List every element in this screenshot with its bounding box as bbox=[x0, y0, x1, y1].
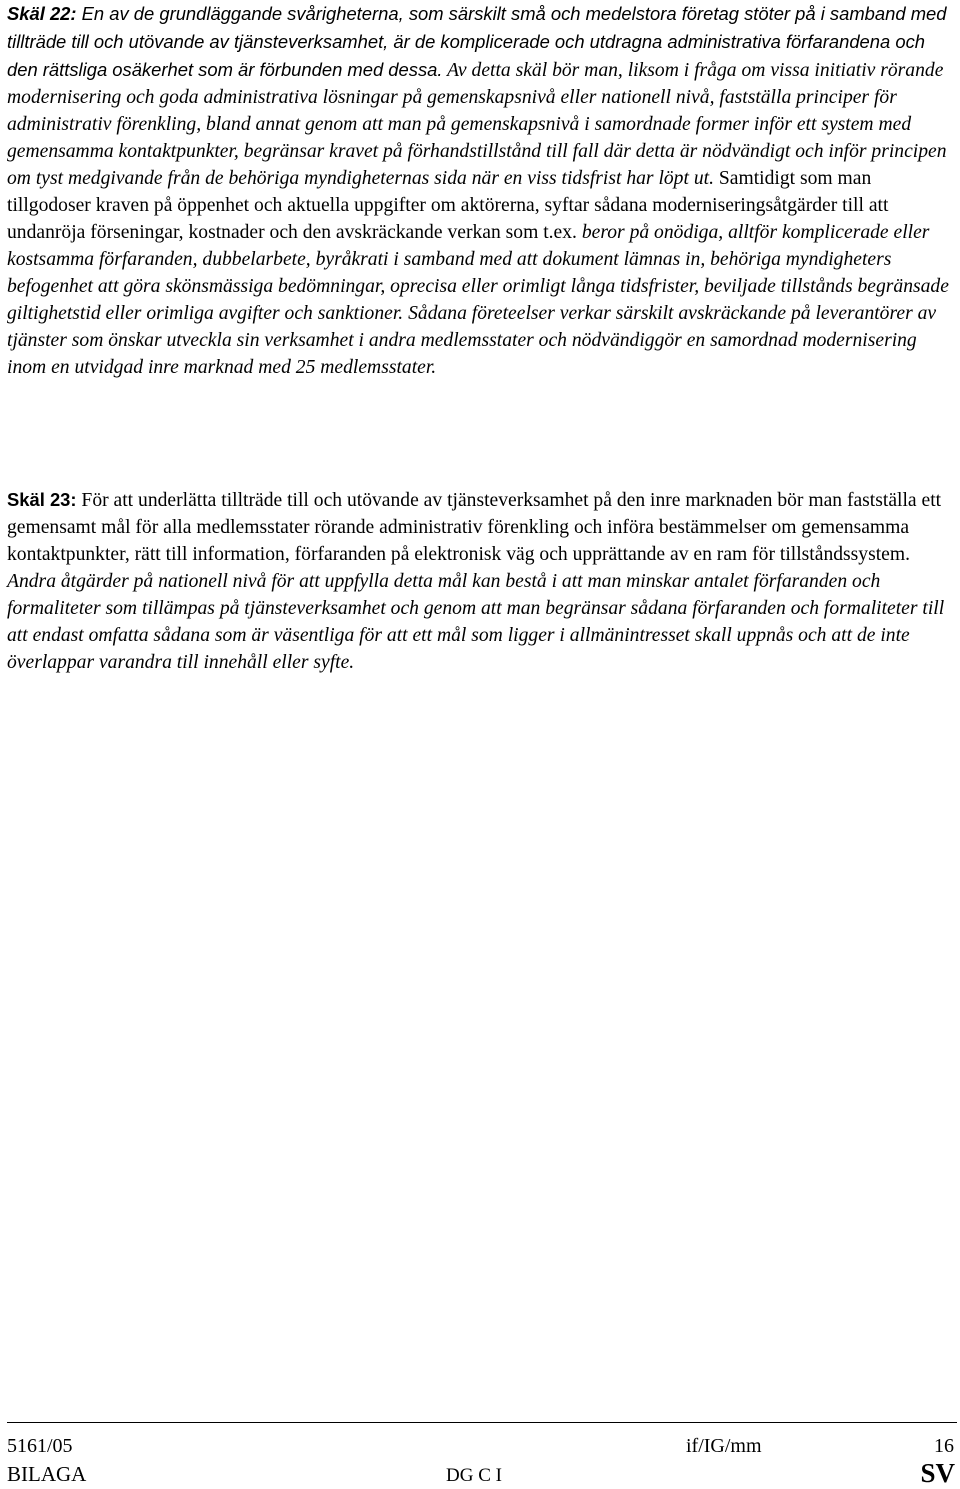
footer-divider bbox=[7, 1422, 957, 1423]
recital-23 bbox=[7, 486, 955, 676]
recital-23-label: Skäl 23: bbox=[7, 489, 77, 510]
recital-22-upright-text: Samtidigt som man tillgodoser kraven på öppenhet och aktuella uppgifter om aktörerna, syftar sådana moderniseringsåtgärder till att undanröja förseningar, kostnader och den avskräckande verkan som t.ex. bbox=[7, 168, 889, 243]
recital-23-upright-text: För att underlätta tillträde till och utövande av tjänsteverksamhet på den inre marknaden bör man fastställa ett gemensamt mål för alla medlemsstater rörande administrativ förenkling och införa bestämmelser om gemensamma kontaktpunkter, rätt till information, förfaranden på elektronisk väg och upprättande av en ram för tillståndssystem. bbox=[7, 490, 942, 565]
recital-22-italic-text: beror på onödiga, alltför komplicerade eller kostsamma förfaranden, dubbelarbete, byråkrati i samband med att dokument lämnas in, behöriga myndigheters befogenhet att göra skönsmässiga bedömningar, oprecisa eller orimligt långa tidsfrister, beviljade tillstånds begränsade giltighetstid eller orimliga avgifter och sanktioner. bbox=[7, 222, 949, 324]
recital-22-sans-text: En av de grundläggande svårigheterna, som särskilt små och medelstora företag stöter på i samband med tillträde till och utövande av tjänsteverksamhet, är de komplicerade och utdragna administrativa förfarandena och den rättsliga osäkerhet som är förbunden med dessa. bbox=[7, 3, 947, 80]
footer-doc-number: 5161/05 bbox=[7, 1435, 73, 1457]
footer-language-code: SV bbox=[920, 1458, 955, 1488]
recital-22-end-text: Sådana företeelser verkar särskilt avskräckande på leverantörer av tjänster som önskar utveckla sin verksamhet i andra medlemsstater och nödvändiggör en samordnad modernisering inom en utvidgad inre marknad med 25 medlemsstater. bbox=[7, 303, 937, 378]
footer-page-number: 16 bbox=[934, 1435, 954, 1457]
footer-reference: if/IG/mm bbox=[686, 1435, 762, 1457]
recital-23-italic-text: Andra åtgärder på nationell nivå för att uppfylla detta mål kan bestå i att man minskar antalet förfaranden och formaliteter som tillämpas på tjänsteverksamhet och genom att man begränsar sådana förfaranden och formaliteter till att endast omfatta sådana som är väsentliga för att ett mål som ligger i allmänintresset skall uppnås och att de inte överlappar varandra till innehåll eller syfte. bbox=[7, 571, 945, 673]
recital-22-label: Skäl 22: bbox=[7, 3, 77, 24]
footer-annex-label: BILAGA bbox=[7, 1462, 87, 1486]
page-footer bbox=[7, 1422, 957, 1488]
recital-22 bbox=[7, 0, 955, 381]
footer-directorate: DG C I bbox=[446, 1465, 502, 1486]
recital-22-serif-text: Av detta skäl bör man, liksom i fråga om vissa initiativ rörande modernisering och goda administrativa lösningar på gemenskapsnivå eller nationell nivå, fastställa principer för administrativ förenkling, bland annat genom att man på gemenskapsnivå i samordnade former inför ett system med gemensamma kontaktpunkter, begränsar kravet på förhandstillstånd till fall där detta är nödvändigt och inför principen om tyst medgivande från de behöriga myndigheternas sida när en viss tidsfrist har löpt ut. bbox=[7, 60, 947, 189]
